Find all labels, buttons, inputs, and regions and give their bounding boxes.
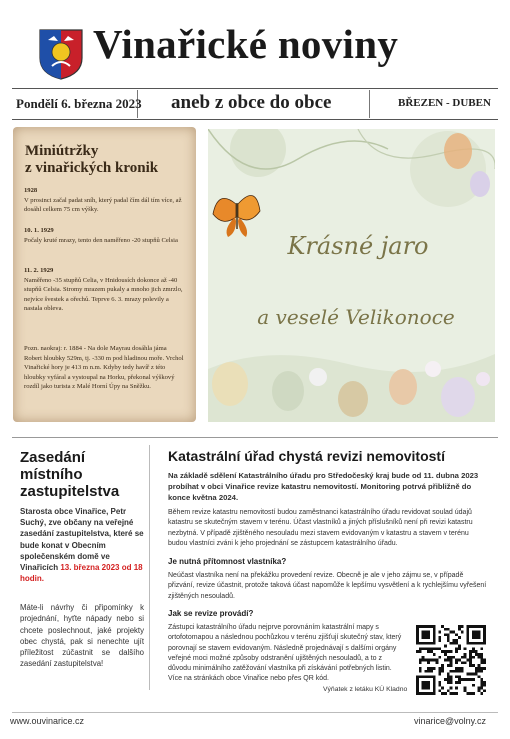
council-title: Zasedání místního zastupitelstva bbox=[20, 449, 120, 500]
chronicle-entry bbox=[24, 226, 186, 245]
council-lead bbox=[20, 506, 144, 584]
chronicle-entry-year: 11. 2. 1929 bbox=[24, 267, 54, 274]
chronicle-entry bbox=[24, 186, 186, 215]
header-divider-top bbox=[12, 88, 498, 89]
issue-months: BŘEZEN - DUBEN bbox=[398, 97, 491, 109]
cadastre-signature: Výňatek z letáku KÚ Kladno bbox=[323, 686, 408, 693]
chronicle-note-text: Pozn. naokraj: r. 1884 - Na dole Mayrau dosáhla jáma Robert hloubky 529m, tj. -330 m pod hladinou moře. Vrchol Vinařické hory je 413 m n.m. Kdyby tedy havíř z této hloubky vyfáral a vystoupal na Horku, překonal výškový rozdíl jako turista z Malé Horní Úpy na Sněžku. bbox=[24, 345, 184, 391]
chronicle-entry bbox=[24, 266, 186, 314]
chronicle-title-line1: Miniútržky bbox=[25, 143, 99, 159]
newspaper-subtitle: aneb z obce do obce bbox=[171, 92, 332, 113]
council-body: Máte-li návrhy či připomínky k projednání, hyťte nápady nebo si chcete poslechnout, jaké projekty obec chystá, pak si nenechte ujít příležitost zúčastnit se dalšího zasedání zastupitelstva! bbox=[20, 603, 144, 669]
chronicle-entry-year: 1928 bbox=[24, 187, 38, 194]
easter-greeting-image bbox=[208, 129, 495, 422]
chronicle-note bbox=[24, 344, 186, 392]
footer-website-link[interactable]: www.ouvinarice.cz bbox=[10, 716, 85, 726]
cadastre-lead: Na základě sdělení Katastrálního úřadu pro Středočeský kraj bude od 11. dubna 2023 probíhat v obci Vinařice revize katastru nemovitostí. Monitoring potrvá přibližně do konce května 2024. bbox=[168, 471, 479, 503]
cadastre-paragraph: Během revize katastru nemovitostí budou zaměstnanci katastrálního úřadu revidovat soulad údajů katastru se skutečným stavem v terénu. Účast vlastníků a jiných příslušníků není při revizi katastru nezbytná. V případě zjištěného nesouladu mezi stavem evidovaným v katastru a stavem v terénu budou vlastníci zváni k jeho projednání se zástupcem katastrálního úřadu. bbox=[168, 509, 473, 547]
greeting-line1: Krásné jaro bbox=[287, 232, 429, 260]
column-separator bbox=[149, 445, 150, 690]
cadastre-paragraph: Neúčast vlastníka není na překážku provedení revize. Obecně je ale v jeho zájmu se, v případě přizvání, revize účastnit, protože taková účast napomůže k lepšímu vysvětlení a k rychlejšímu vyřešení zjištěných nesouladů. bbox=[168, 572, 487, 600]
header-separator bbox=[369, 90, 370, 118]
issue-date: Pondělí 6. března 2023 bbox=[16, 96, 142, 111]
village-crest-logo bbox=[38, 28, 84, 80]
council-lead-text: Starosta obce Vinařice, Petr Suchý, zve občany na veřejné zasedání zastupitelstva, které se bude konat v Obecním společenském domě ve Vinařicích bbox=[20, 507, 144, 573]
cadastre-paragraph: Zástupci katastrálního úřadu nejprve porovnáním katastrální mapy s ortofotomapou a následnou pochůzkou v terénu zjišťují skutečný stav, který porovnají se stavem evidovaným. Následně projednávají s dalšími orgány veřejné moci možné způsoby odstranění ujištěných nesouladů, a to z důvodu minimálního zatěžování vlastníka při získávání potřebných listin. Více na stránkách obce Vinařice nebo přes QR kód. bbox=[168, 624, 402, 683]
chronicle-entry-text: Počaly kruté mrazy, tento den naměřeno -20 stupňů Celsia bbox=[24, 236, 178, 244]
header-divider-bottom bbox=[12, 119, 498, 120]
footer-email-link[interactable]: vinarice@volny.cz bbox=[414, 716, 486, 726]
section-divider bbox=[12, 437, 498, 438]
qr-code-icon[interactable] bbox=[416, 625, 486, 695]
chronicle-entry-text: Naměřeno -35 stupňů Celia, v Hnidousích dokonce až -40 stupňů Celsia. Stromy mrazem pukaly a mnoho jich zmrzlo, nejvíce švestek a ořechů. Teprve 6. 3. mrazy polevily a nastala obleva. bbox=[24, 276, 183, 313]
cadastre-question: Je nutná přítomnost vlastníka? bbox=[168, 557, 287, 566]
chronicle-title-line2: z vinařických kronik bbox=[25, 160, 159, 176]
cadastre-title: Katastrální úřad chystá revizi nemovitostí bbox=[168, 448, 445, 464]
council-meeting-date: 13. března 2023 od 18 hodin. bbox=[20, 563, 143, 584]
chronicle-entry-text: V prosinci začal padat sníh, který padal čím dál tím více, až dosáhl celkem 75 cm výšky. bbox=[24, 196, 182, 214]
newspaper-title: Vinařické noviny bbox=[93, 21, 399, 67]
cadastre-question: Jak se revize provádí? bbox=[168, 609, 254, 618]
chronicle-entry-year: 10. 1. 1929 bbox=[24, 227, 54, 234]
greeting-line2: a veselé Velikonoce bbox=[257, 305, 455, 329]
footer-divider bbox=[12, 712, 498, 713]
chronicle-title bbox=[25, 143, 185, 177]
